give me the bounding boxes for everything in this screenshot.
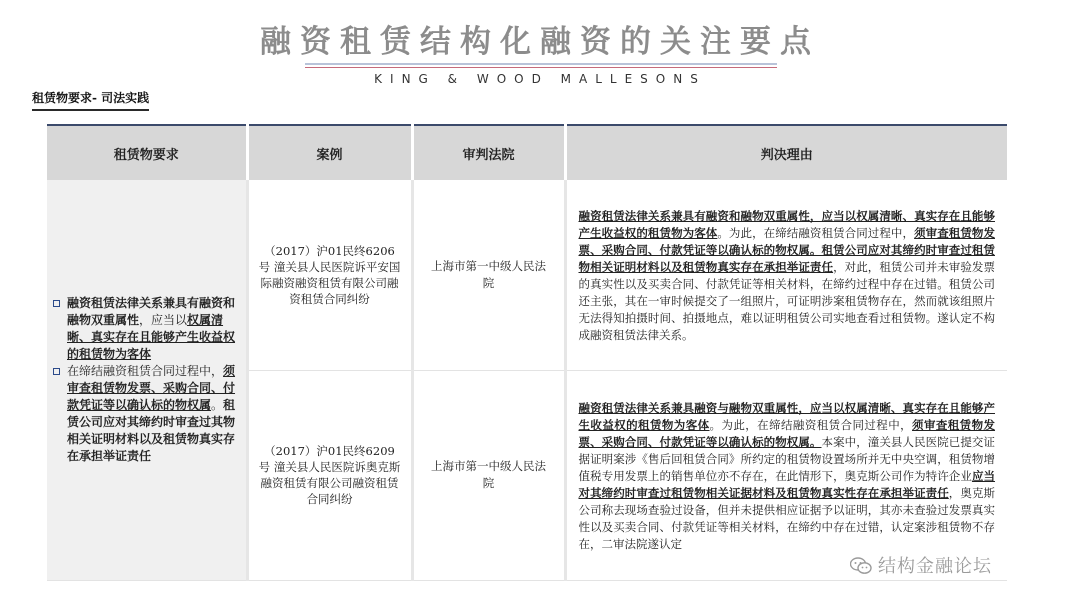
req2-bold-burden: 租赁公司应对其缔约时审查过其物相关证明材料以及租赁物真实存在承担举证责任 <box>67 397 236 463</box>
court-cell-1: 上海市第一中级人民法院 <box>412 180 565 370</box>
brand-name: KING & WOOD MALLESONS <box>374 72 706 86</box>
requirement-item-1 <box>53 295 241 363</box>
title-rule-blue <box>305 63 777 65</box>
requirement-item-2 <box>53 363 241 465</box>
reason2-part1: 融资租赁法律关系兼具融资与融物双重属性，应当以权属清晰、真实存在且能够产生收益权的租赁物为客体 <box>578 400 995 432</box>
req2-dot: 。 <box>211 397 224 412</box>
watermark-text: 结构金融论坛 <box>878 556 992 577</box>
slide-title: 融资租赁结构化融资的关注要点 <box>260 24 820 60</box>
table-row <box>47 180 1007 370</box>
header-case: 案例 <box>247 125 412 180</box>
reason2-part4b: 应当对其缔约时审查过租赁物相关证据材料及租赁物真实性存在承担举证责任 <box>578 468 996 500</box>
reason2-part3: 须审查租赁物发票、采购合同、付款凭证等以确认标的物权属。 <box>578 417 996 449</box>
title-rule-red <box>305 67 777 68</box>
requirement-cell <box>47 180 247 580</box>
req2-bold-underlined: 须审查租赁物发票、采购合同、付款凭证等以确认标的物权属 <box>67 363 236 412</box>
wechat-icon <box>850 557 872 575</box>
req2-plain: 在缔结融资租赁合同过程中， <box>67 363 224 378</box>
reason2-part5: ，奥克斯公司称去现场查验过设备，但并未提供相应证据予以证明，其亦未查验过发票真实性以及买卖合同、付款凭证等相关材料，在缔约中存在过错，认定案涉租赁物不存在，二审法院遂认定 <box>578 485 996 551</box>
header-reason: 判决理由 <box>565 125 1007 180</box>
reason-cell-1 <box>565 180 1007 370</box>
req1-mid: ，应当以 <box>139 312 188 327</box>
table-header-row <box>47 125 1007 180</box>
reason1-part3: 须审查租赁物发票、采购合同、付款凭证等以确认标的物权属。 <box>578 225 996 257</box>
req1-bold: 融资租赁法律关系兼具有融资和融物双重属性 <box>67 295 236 327</box>
reason2-part2: 。为此，在缔结融资租赁合同过程中， <box>709 417 913 432</box>
judicial-practice-table <box>47 124 1007 581</box>
court-cell-2: 上海市第一中级人民法院 <box>412 370 565 580</box>
reason-cell-2 <box>565 370 1007 580</box>
square-bullet-icon <box>53 300 60 307</box>
reason1-part4: 租赁公司应对其缔约时审查过租赁物相关证明材料以及租赁物真实存在承担举证责任 <box>578 242 995 274</box>
reason2-part4a: 本案中，潼关县人民医院已提交证据证明案涉《售后回租赁合同》所约定的租赁物设置场所并无中央空调，租赁物增值税专用发票上的销售单位亦不存在，在此情形下，奥克斯公司作为特许企业 <box>578 434 995 483</box>
reason1-part5: ，对此，租赁公司并未审验发票的真实性以及买卖合同、付款凭证等相关材料，在缔约过程中存在过错。租赁公司还主张，其在一审时候提交了一组照片，可证明涉案租赁物存在，然而就该组照片无法得知拍摄时间、拍摄地点，难以证明租赁公司实地查看过租赁物。遂认定不构成融资租赁法律关系。 <box>578 259 996 342</box>
header-requirement: 租赁物要求 <box>47 125 247 180</box>
watermark <box>850 552 992 578</box>
reason1-part2: 。为此，在缔结融资租赁合同过程中， <box>717 225 915 240</box>
section-title: 租赁物要求- 司法实践 <box>32 89 149 111</box>
req1-bold-underlined: 权属清晰、真实存在且能够产生收益权的租赁物为客体 <box>67 312 236 361</box>
header-court: 审判法院 <box>412 125 565 180</box>
square-bullet-icon <box>53 368 60 375</box>
case-cell-2: （2017）沪01民终6209号 潼关县人民医院诉奥克斯融资租赁有限公司融资租赁合同纠纷 <box>247 370 412 580</box>
case-cell-1: （2017）沪01民终6206号 潼关县人民医院诉平安国际融资融资租赁有限公司融资租赁合同纠纷 <box>247 180 412 370</box>
reason1-part1: 融资租赁法律关系兼具有融资和融物双重属性，应当以权属清晰、真实存在且能够产生收益权的租赁物为客体 <box>578 208 995 240</box>
